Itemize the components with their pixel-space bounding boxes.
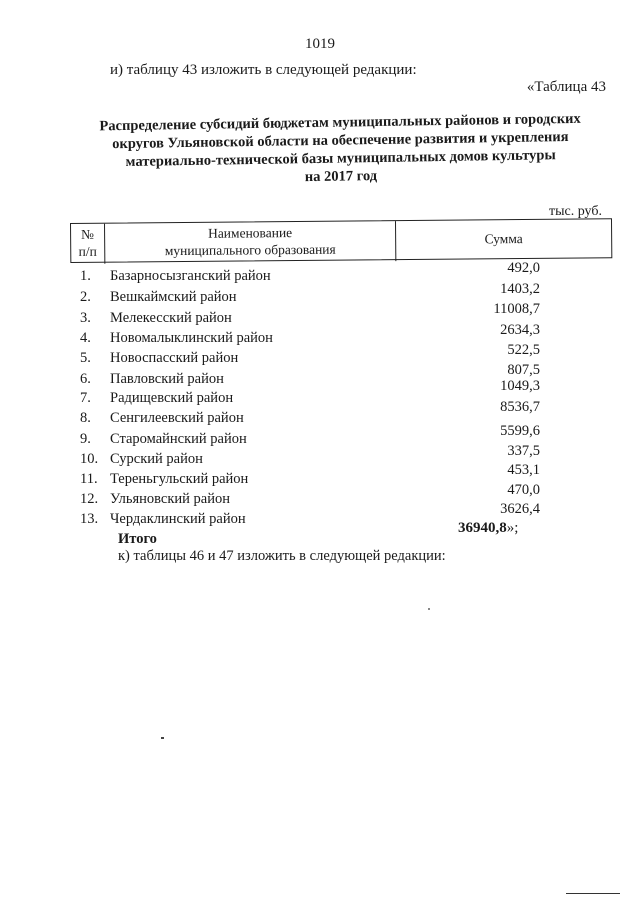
row-name: Мелекесский район bbox=[110, 310, 232, 326]
row-name: Сурский район bbox=[110, 451, 203, 467]
row-amount: 1403,2 bbox=[500, 281, 540, 297]
table-row bbox=[80, 462, 540, 491]
row-number: 13. bbox=[80, 511, 99, 527]
page-number: 1019 bbox=[305, 36, 335, 52]
row-name: Ульяновский район bbox=[110, 491, 231, 507]
table-row bbox=[80, 301, 540, 330]
header-name-line2: муниципального образования bbox=[164, 241, 336, 259]
row-amount: 470,0 bbox=[507, 482, 540, 498]
row-number: 12. bbox=[80, 491, 99, 507]
row-name: Новоспасский район bbox=[110, 350, 239, 366]
row-amount: 807,5 bbox=[507, 362, 540, 378]
table-header bbox=[70, 218, 612, 263]
table-row bbox=[80, 482, 540, 511]
row-amount: 11008,7 bbox=[493, 301, 540, 317]
row-name: Чердаклинский район bbox=[110, 511, 246, 527]
row-number: 8. bbox=[80, 410, 91, 426]
row-number: 7. bbox=[80, 390, 91, 406]
row-amount: 5599,6 bbox=[500, 423, 540, 439]
header-sum-cell bbox=[396, 219, 611, 269]
row-name: Сенгилеевский район bbox=[110, 410, 244, 426]
row-amount: 3626,4 bbox=[500, 501, 540, 517]
table-heading bbox=[60, 109, 621, 190]
table-row bbox=[80, 342, 540, 370]
row-number: 3. bbox=[80, 310, 91, 326]
row-name: Базарносызганский район bbox=[110, 268, 271, 284]
outro-text: к) таблицы 46 и 47 изложить в следующей редакции: bbox=[118, 548, 446, 564]
row-amount: 2634,3 bbox=[500, 322, 540, 338]
heading-line-3: материально-технической базы муниципальных домов культуры bbox=[125, 147, 556, 170]
header-name-line1: Наименование bbox=[207, 225, 293, 241]
heading-line-2: округов Ульяновской области на обеспечение развития и укрепления bbox=[112, 129, 569, 153]
total-suffix: »; bbox=[506, 520, 519, 536]
header-num-line1: № bbox=[81, 226, 95, 242]
row-amount: 8536,7 bbox=[500, 399, 540, 415]
total-label: Итого bbox=[118, 531, 157, 547]
row-number: 6. bbox=[80, 371, 91, 387]
table-row bbox=[80, 423, 540, 451]
heading-line-1: Распределение субсидий бюджетам муниципальных районов и городских bbox=[99, 110, 581, 135]
header-sum-label: Сумма bbox=[484, 231, 523, 247]
header-name-cell bbox=[105, 221, 396, 264]
row-amount: 1049,3 bbox=[500, 378, 540, 394]
intro-text: и) таблицу 43 изложить в следующей редакции: bbox=[110, 62, 417, 78]
scan-speck bbox=[428, 608, 430, 610]
units-label: тыс. руб. bbox=[549, 204, 602, 219]
row-name: Вешкаймский район bbox=[110, 289, 237, 305]
header-num-cell bbox=[71, 224, 105, 264]
row-name: Радищевский район bbox=[110, 390, 234, 406]
row-number: 10. bbox=[80, 451, 99, 467]
table-row bbox=[80, 399, 540, 430]
row-number: 2. bbox=[80, 289, 91, 305]
row-name: Павловский район bbox=[110, 371, 224, 387]
row-amount: 337,5 bbox=[507, 443, 540, 459]
row-number: 4. bbox=[80, 330, 91, 346]
row-name: Старомайнский район bbox=[110, 431, 247, 447]
row-number: 11. bbox=[80, 471, 98, 487]
row-amount: 492,0 bbox=[507, 260, 540, 276]
header-num-line2: п/п bbox=[78, 243, 97, 259]
row-number: 5. bbox=[80, 350, 91, 366]
row-number: 9. bbox=[80, 431, 91, 447]
table-row bbox=[80, 443, 540, 471]
heading-line-4: на 2017 год bbox=[304, 168, 378, 186]
scan-speck bbox=[161, 737, 164, 739]
total-value: 36940,8 bbox=[458, 520, 507, 536]
table-row bbox=[80, 322, 540, 350]
table-reference: «Таблица 43 bbox=[526, 79, 606, 95]
table-row bbox=[80, 362, 540, 391]
row-amount: 522,5 bbox=[507, 342, 540, 358]
row-number: 1. bbox=[80, 268, 91, 284]
row-name: Тереньгульский район bbox=[110, 471, 249, 487]
footer-rule bbox=[566, 893, 620, 894]
table-row bbox=[80, 281, 540, 309]
table-row bbox=[80, 260, 540, 288]
total-value-line bbox=[458, 520, 518, 537]
row-amount: 453,1 bbox=[507, 462, 540, 478]
row-name: Новомалыклинский район bbox=[110, 330, 273, 346]
